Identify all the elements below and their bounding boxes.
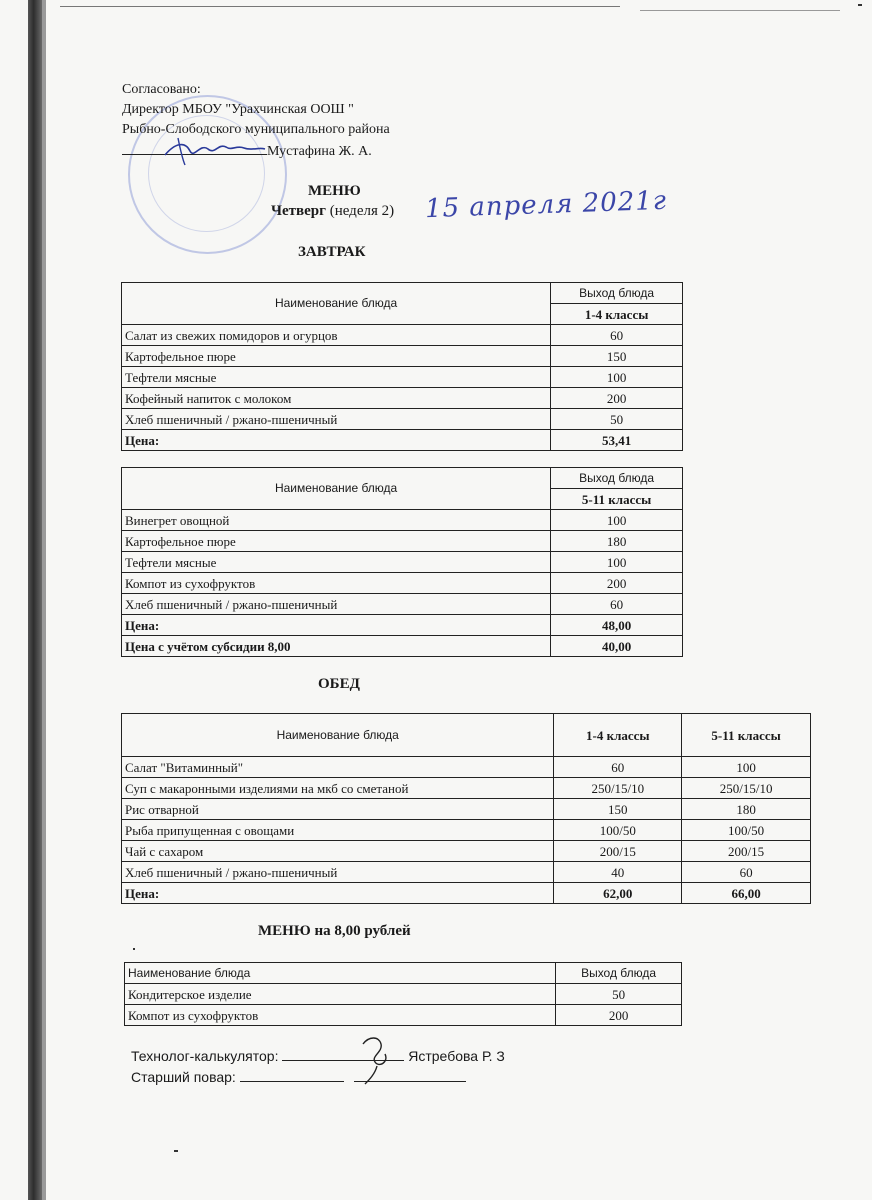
- dish-output: 60: [551, 594, 683, 615]
- price-row: [122, 615, 683, 636]
- menu-title: МЕНЮ: [308, 183, 361, 199]
- dish-name: Тефтели мясные: [122, 367, 551, 388]
- table-row: [122, 409, 683, 430]
- dish-name: Салат из свежих помидоров и огурцов: [122, 325, 551, 346]
- dish-output-1-4: 250/15/10: [554, 778, 682, 799]
- dish-output-5-11: 200/15: [682, 841, 811, 862]
- handwritten-date: 15 апреля 2021г: [424, 185, 668, 225]
- table-row: [122, 778, 811, 799]
- price-row: [122, 430, 683, 451]
- dish-output-1-4: 100/50: [554, 820, 682, 841]
- column-header-output: Выход блюда: [551, 283, 683, 304]
- subsidy-price-label: Цена с учётом субсидии 8,00: [122, 636, 551, 657]
- table-row: [122, 510, 683, 531]
- dish-name: Рис отварной: [122, 799, 554, 820]
- dish-name: Салат "Витаминный": [122, 757, 554, 778]
- cook-line: [131, 1067, 466, 1085]
- dish-output: 150: [551, 346, 683, 367]
- table-header-row: [122, 468, 683, 489]
- table-row: [125, 1005, 682, 1026]
- table-row: [122, 346, 683, 367]
- dish-name: Картофельное пюре: [122, 531, 551, 552]
- table-header-row: [125, 963, 682, 984]
- menu8-table: [124, 962, 682, 1026]
- table-row: [122, 388, 683, 409]
- table-row: [122, 552, 683, 573]
- breakfast-table-1-4: [121, 282, 683, 451]
- column-header-output: Выход блюда: [551, 468, 683, 489]
- dish-output: 200: [556, 1005, 682, 1026]
- column-header-dish: Наименование блюда: [122, 468, 551, 510]
- dish-output: 200: [551, 388, 683, 409]
- dish-output-5-11: 60: [682, 862, 811, 883]
- dish-output-1-4: 150: [554, 799, 682, 820]
- dish-name: Рыба припущенная с овощами: [122, 820, 554, 841]
- dish-output: 50: [556, 984, 682, 1005]
- price-value: 53,41: [551, 430, 683, 451]
- column-header-dish: Наименование блюда: [125, 963, 556, 984]
- table-row: [122, 325, 683, 346]
- cook-label: Старший повар:: [131, 1069, 236, 1085]
- price-row: [122, 883, 811, 904]
- week-number: (неделя 2): [325, 203, 395, 219]
- column-header-dish: Наименование блюда: [122, 714, 554, 757]
- table-row: [122, 757, 811, 778]
- lunch-title: ОБЕД: [318, 676, 360, 692]
- approval-director: Директор МБОУ "Урахчинская ООШ ": [122, 102, 354, 117]
- director-signature: [160, 133, 270, 168]
- day-line: [271, 203, 394, 220]
- scan-top-line: [60, 6, 620, 7]
- table-row: [122, 820, 811, 841]
- dish-output: 200: [551, 573, 683, 594]
- technologist-signature: [355, 1032, 405, 1087]
- dish-name: Картофельное пюре: [122, 346, 551, 367]
- dish-name: Кондитерское изделие: [125, 984, 556, 1005]
- dish-output: 60: [551, 325, 683, 346]
- dish-name: Компот из сухофруктов: [122, 573, 551, 594]
- dish-output: 100: [551, 510, 683, 531]
- cook-signature-blank: [240, 1067, 344, 1082]
- table-row: [122, 862, 811, 883]
- table-row: [122, 799, 811, 820]
- dish-output: 50: [551, 409, 683, 430]
- dish-name: Компот из сухофруктов: [125, 1005, 556, 1026]
- column-header-class: 1-4 классы: [551, 304, 683, 325]
- dish-name: Хлеб пшеничный / ржано-пшеничный: [122, 862, 554, 883]
- dish-output-5-11: 100: [682, 757, 811, 778]
- dish-name: Хлеб пшеничный / ржано-пшеничный: [122, 409, 551, 430]
- scan-top-line-right: [640, 10, 840, 11]
- breakfast-title: ЗАВТРАК: [298, 244, 366, 260]
- scan-edge-shadow: [28, 0, 42, 1200]
- column-header-class-5-11: 5-11 классы: [682, 714, 811, 757]
- day-name: Четверг: [271, 203, 326, 219]
- dish-name: Суп с макаронными изделиями на мкб со сметаной: [122, 778, 554, 799]
- approval-heading: Согласовано:: [122, 82, 201, 97]
- scan-speck: [133, 948, 135, 950]
- dish-name: Тефтели мясные: [122, 552, 551, 573]
- scan-speck: [174, 1150, 178, 1152]
- technologist-line: [131, 1046, 505, 1064]
- subsidy-price-row: [122, 636, 683, 657]
- dish-name: Винегрет овощной: [122, 510, 551, 531]
- scan-edge-highlight: [42, 0, 46, 1200]
- dish-output-5-11: 250/15/10: [682, 778, 811, 799]
- column-header-dish: Наименование блюда: [122, 283, 551, 325]
- dish-output-5-11: 100/50: [682, 820, 811, 841]
- column-header-output: Выход блюда: [556, 963, 682, 984]
- dish-output: 180: [551, 531, 683, 552]
- menu8-title: МЕНЮ на 8,00 рублей: [258, 923, 411, 939]
- table-row: [125, 984, 682, 1005]
- lunch-table: [121, 713, 811, 904]
- price-label: Цена:: [122, 615, 551, 636]
- dish-name: Хлеб пшеничный / ржано-пшеничный: [122, 594, 551, 615]
- price-value-1-4: 62,00: [554, 883, 682, 904]
- technologist-name: Ястребова Р. З: [408, 1048, 505, 1064]
- approval-name: Мустафина Ж. А.: [267, 144, 372, 159]
- column-header-class: 5-11 классы: [551, 489, 683, 510]
- dish-output-1-4: 40: [554, 862, 682, 883]
- column-header-class-1-4: 1-4 классы: [554, 714, 682, 757]
- price-label: Цена:: [122, 883, 554, 904]
- dish-output-1-4: 200/15: [554, 841, 682, 862]
- approval-district: Рыбно-Слободского муниципального района: [122, 122, 390, 137]
- breakfast-table-5-11: [121, 467, 683, 657]
- price-label: Цена:: [122, 430, 551, 451]
- dish-output-1-4: 60: [554, 757, 682, 778]
- table-row: [122, 531, 683, 552]
- table-row: [122, 594, 683, 615]
- dish-name: Кофейный напиток с молоком: [122, 388, 551, 409]
- table-row: [122, 841, 811, 862]
- table-row: [122, 367, 683, 388]
- dish-output-5-11: 180: [682, 799, 811, 820]
- table-header-row: [122, 283, 683, 304]
- subsidy-price-value: 40,00: [551, 636, 683, 657]
- scan-speck: [858, 4, 862, 6]
- table-row: [122, 573, 683, 594]
- dish-output: 100: [551, 367, 683, 388]
- price-value-5-11: 66,00: [682, 883, 811, 904]
- table-header-row: [122, 714, 811, 757]
- dish-name: Чай с сахаром: [122, 841, 554, 862]
- price-value: 48,00: [551, 615, 683, 636]
- dish-output: 100: [551, 552, 683, 573]
- technologist-label: Технолог-калькулятор:: [131, 1048, 279, 1064]
